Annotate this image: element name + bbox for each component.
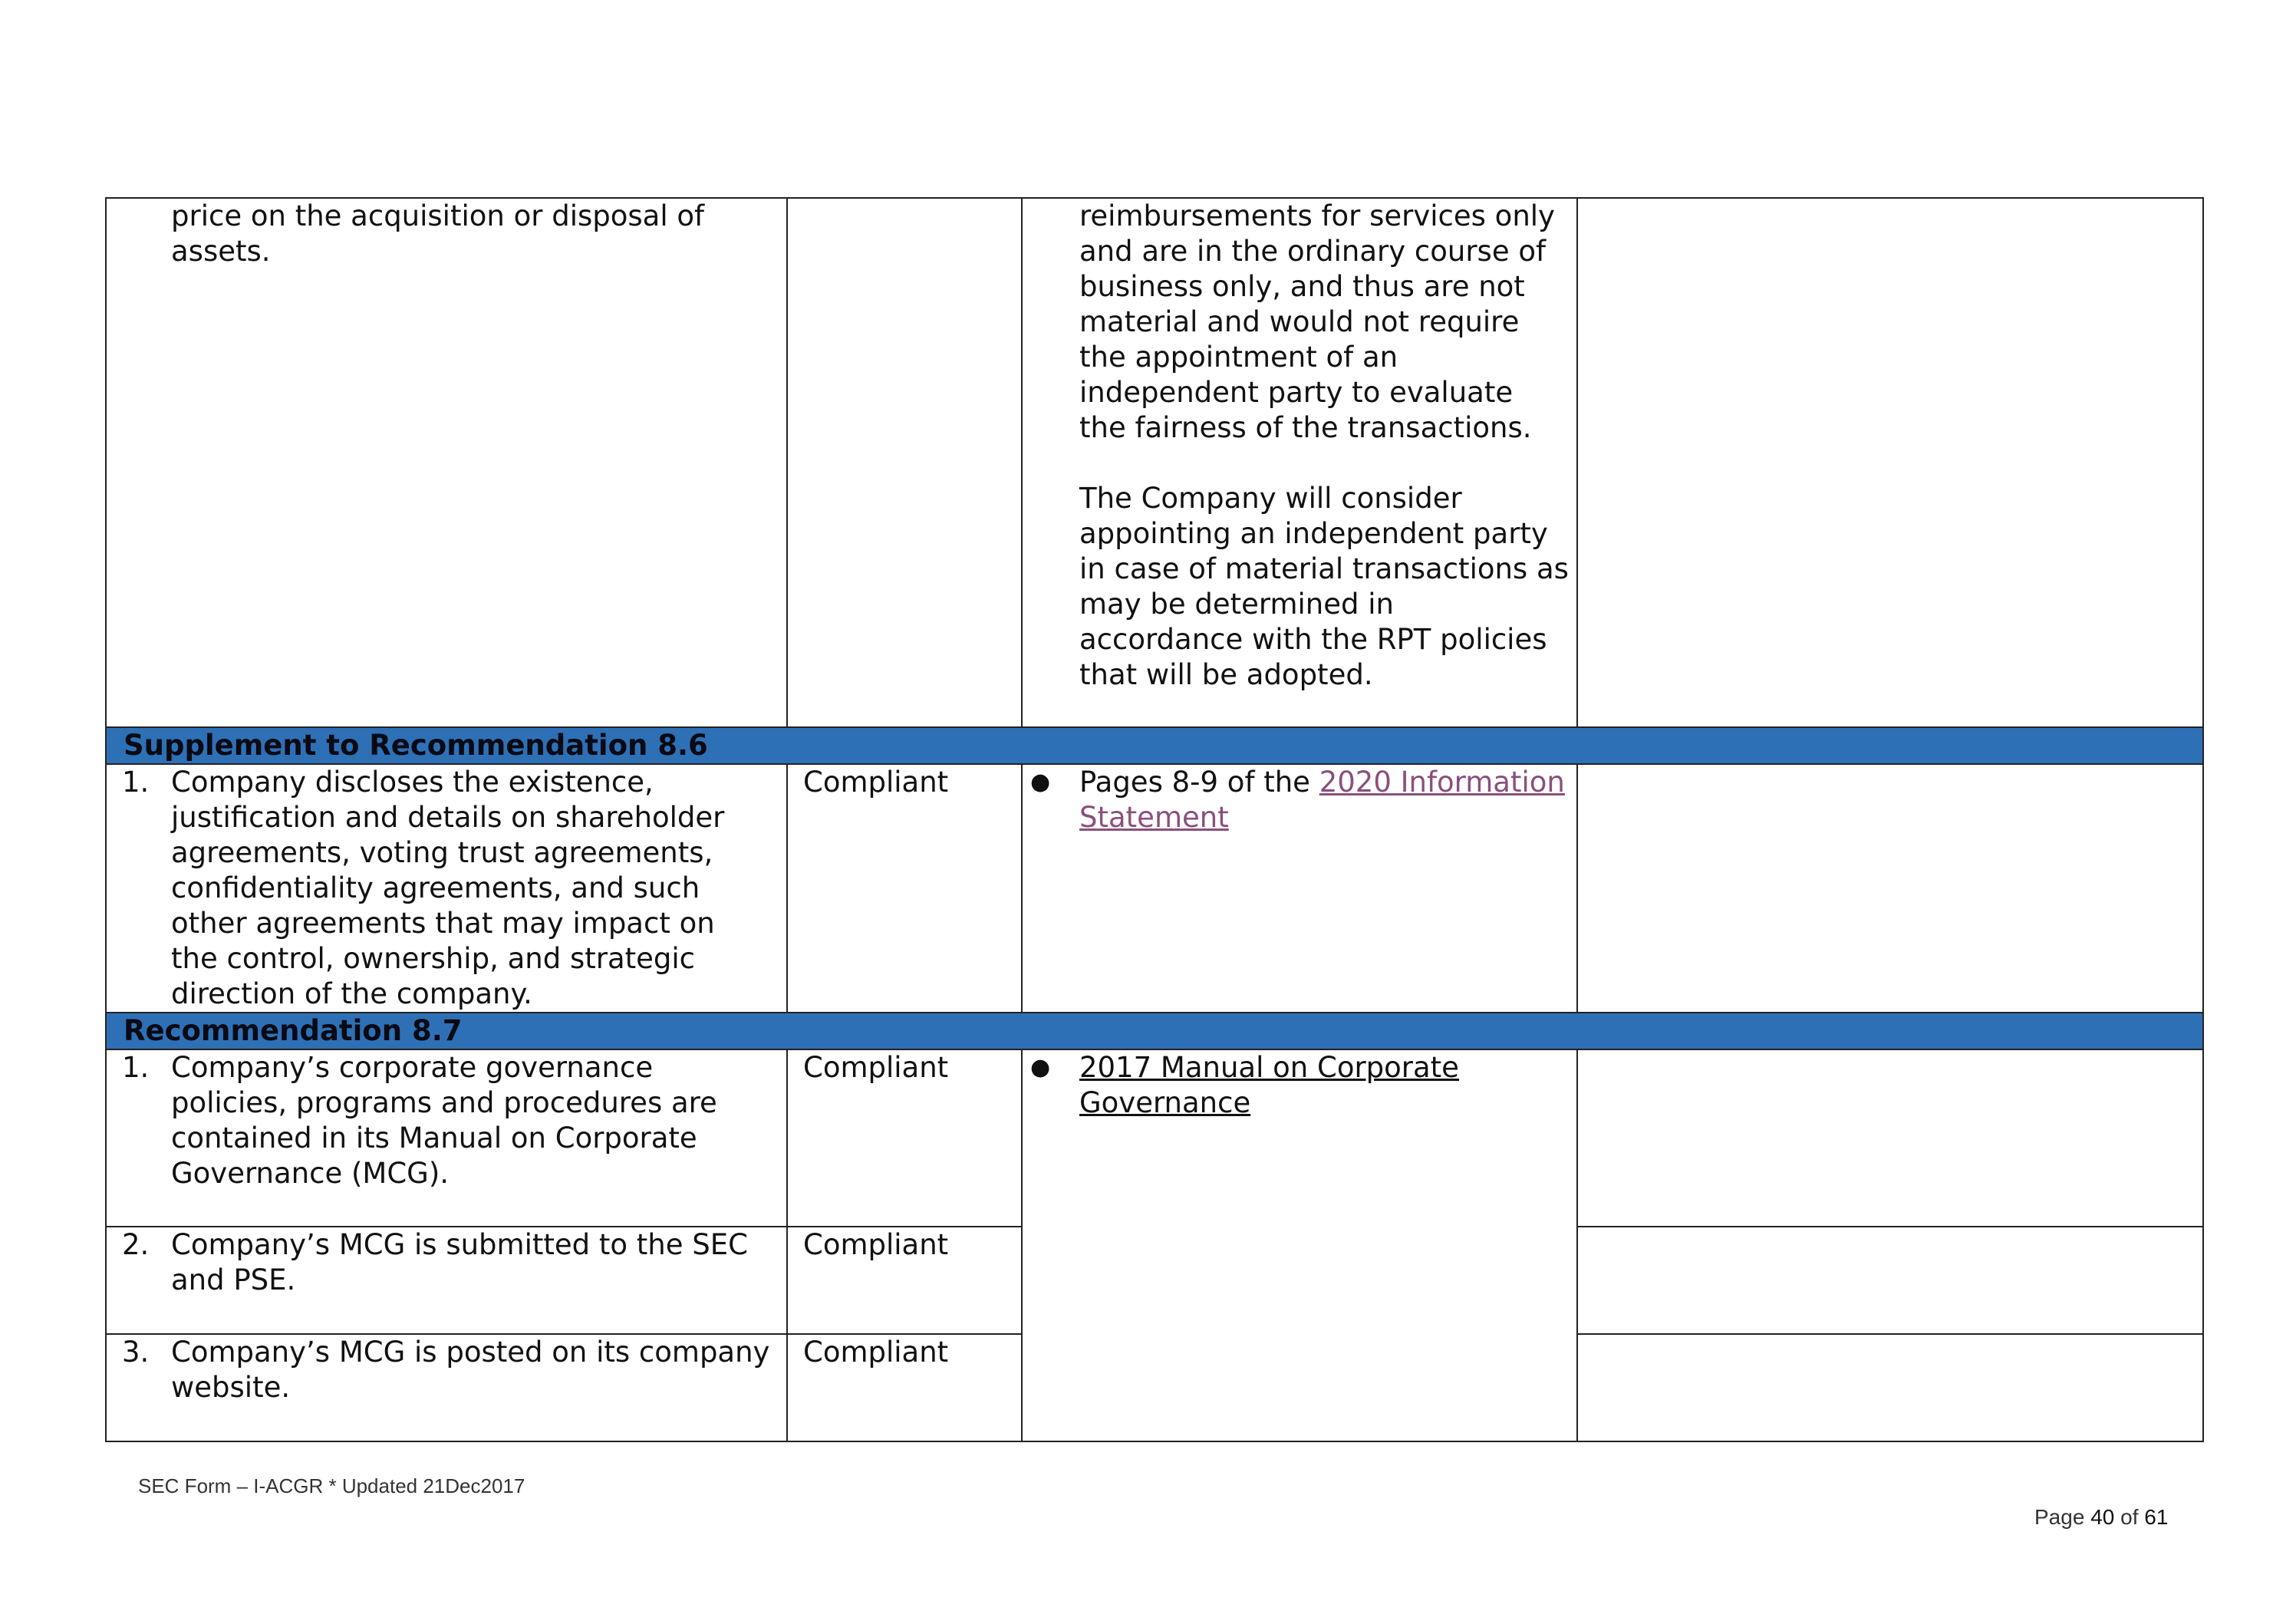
explanation-line: reimbursements for services only xyxy=(1079,199,1555,232)
explanation-line: that will be adopted. xyxy=(1079,658,1373,691)
explanation-cell xyxy=(1022,198,1577,727)
table-row xyxy=(106,1049,2203,1227)
compliance-status: Compliant xyxy=(803,1228,949,1261)
explanation-line: business only, and thus are not xyxy=(1079,270,1525,303)
status-cell xyxy=(787,198,1022,727)
reference-text: Pages 8-9 of the xyxy=(1079,766,1319,799)
bullet-icon: ● xyxy=(1030,1054,1051,1081)
criteria-line: Company discloses the existence, xyxy=(171,766,654,799)
criteria-line: policies, programs and procedures are xyxy=(171,1086,717,1119)
explanation-line: appointing an independent party xyxy=(1079,517,1548,550)
remarks-cell xyxy=(1577,764,2203,1013)
criteria-line: assets. xyxy=(171,235,271,268)
criteria-line: justification and details on shareholder xyxy=(171,801,725,834)
status-cell xyxy=(787,1227,1022,1334)
criteria-line: price on the acquisition or disposal of xyxy=(171,199,705,232)
status-cell xyxy=(787,1334,1022,1441)
reference-cell xyxy=(1022,1049,1577,1441)
explanation-line: the fairness of the transactions. xyxy=(1079,411,1532,444)
compliance-table xyxy=(105,197,2204,1442)
section-header-row xyxy=(106,1013,2203,1049)
criteria-cell xyxy=(106,198,787,727)
table-row xyxy=(106,764,2203,1013)
compliance-status: Compliant xyxy=(803,1051,949,1084)
explanation-line: material and would not require xyxy=(1079,305,1520,338)
criteria-line: other agreements that may impact on xyxy=(171,907,715,940)
section-title: Recommendation 8.7 xyxy=(106,1013,2203,1049)
information-statement-link[interactable]: 2020 Information xyxy=(1319,766,1565,799)
criteria-cell xyxy=(106,1334,787,1441)
bullet-icon: ● xyxy=(1030,769,1051,796)
remarks-cell xyxy=(1577,1334,2203,1441)
item-number: 3. xyxy=(122,1336,150,1369)
criteria-line: Company’s MCG is submitted to the SEC xyxy=(171,1228,748,1261)
page-word: Page xyxy=(2034,1505,2085,1529)
criteria-line: website. xyxy=(171,1371,291,1404)
remarks-cell xyxy=(1577,1227,2203,1334)
item-number: 1. xyxy=(122,1051,150,1084)
criteria-cell xyxy=(106,1227,787,1334)
remarks-cell xyxy=(1577,198,2203,727)
compliance-status: Compliant xyxy=(803,1336,949,1369)
criteria-line: Company’s corporate governance xyxy=(171,1051,654,1084)
status-cell xyxy=(787,1049,1022,1227)
page-number xyxy=(2034,1505,2168,1530)
table-row xyxy=(106,198,2203,727)
manual-corporate-governance-link[interactable]: 2017 Manual on Corporate xyxy=(1079,1051,1459,1084)
criteria-cell xyxy=(106,1049,787,1227)
explanation-line: independent party to evaluate xyxy=(1079,376,1514,409)
compliance-status: Compliant xyxy=(803,766,949,799)
criteria-line: contained in its Manual on Corporate xyxy=(171,1122,697,1155)
criteria-line: agreements, voting trust agreements, xyxy=(171,836,713,869)
form-label: SEC Form – I-ACGR * Updated 21Dec2017 xyxy=(138,1474,525,1497)
criteria-line: Company’s MCG is posted on its company xyxy=(171,1336,770,1369)
explanation-line: the appointment of an xyxy=(1079,341,1398,374)
criteria-line: direction of the company. xyxy=(171,977,532,1010)
criteria-line: confidentiality agreements, and such xyxy=(171,871,700,904)
explanation-line: and are in the ordinary course of xyxy=(1079,235,1547,268)
criteria-line: and PSE. xyxy=(171,1263,296,1296)
explanation-line: The Company will consider xyxy=(1079,482,1462,515)
item-number: 2. xyxy=(122,1228,150,1261)
criteria-line: the control, ownership, and strategic xyxy=(171,942,696,975)
manual-corporate-governance-link[interactable]: Governance xyxy=(1079,1086,1251,1119)
page-of: of xyxy=(2120,1505,2139,1529)
page-current: 40 xyxy=(2090,1505,2115,1529)
section-title: Supplement to Recommendation 8.6 xyxy=(106,727,2203,764)
status-cell xyxy=(787,764,1022,1013)
reference-cell xyxy=(1022,764,1577,1013)
explanation-line: may be determined in xyxy=(1079,588,1394,621)
criteria-cell xyxy=(106,764,787,1013)
explanation-line: accordance with the RPT policies xyxy=(1079,623,1547,656)
explanation-line: in case of material transactions as xyxy=(1079,552,1569,585)
item-number: 1. xyxy=(122,766,150,799)
information-statement-link[interactable]: Statement xyxy=(1079,801,1229,834)
page-total: 61 xyxy=(2144,1505,2169,1529)
criteria-line: Governance (MCG). xyxy=(171,1157,450,1190)
section-header-row xyxy=(106,727,2203,764)
remarks-cell xyxy=(1577,1049,2203,1227)
